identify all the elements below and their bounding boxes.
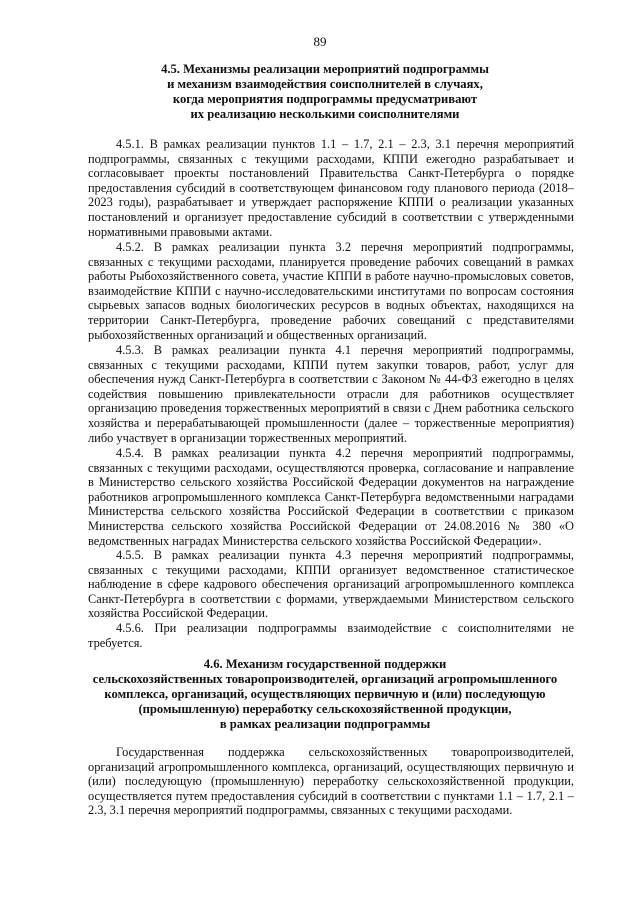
heading-line: 4.6. Механизм государственной поддержки	[203, 657, 447, 671]
heading-line: сельскохозяйственных товаропроизводителей, организаций агропромышленного	[92, 672, 558, 686]
paragraph-4-5-5: 4.5.5. В рамках реализации пункта 4.3 перечня мероприятий подпрограммы, связанных с текущими расходами, КППИ организует ведомственное статистическое наблюдение в сфере кадрового обеспечения организаций агропромышленного комплекса Санкт-Петербурга в соответствии с формами, утверждаемыми Министерством сельского хозяйства Российской Федерации.	[88, 548, 574, 621]
page-number: 89	[313, 34, 327, 49]
heading-line: в рамках реализации подпрограммы	[219, 717, 431, 731]
paragraph-4-5-1: 4.5.1. В рамках реализации пунктов 1.1 – 1.7, 2.1 – 2.3, 3.1 перечня мероприятий подпрограммы, связанных с текущими расходами, КППИ ежегодно разрабатывает и согласовывает проекты постановлений Правительства Санкт-Петербурга о порядке предоставления субсидий в соответствующем финансовом году планового периода (2018–2023 годы), разрабатывает и утверждает распоряжение КППИ о реализации указанных постановлений и организует предоставление субсидий в соответствии с утвержденными нормативными правовыми актами.	[88, 137, 574, 239]
heading-line: и механизм взаимодействия соисполнителей в случаях,	[167, 77, 483, 91]
heading-line: 4.5. Механизмы реализации мероприятий подпрограммы	[161, 62, 489, 76]
heading-line: комплекса, организаций, осуществляющих первичную и (или) последующую	[104, 687, 546, 701]
paragraph-4-5-4: 4.5.4. В рамках реализации пункта 4.2 перечня мероприятий подпрограммы, связанных с текущими расходами, осуществляются проверка, согласование и направление в Министерство сельского хозяйства Российской Федерации документов на награждение работников агропромышленного комплекса Санкт-Петербурга ведомственными наградами Министерства сельского хозяйства Российской Федерации в соответствии с приказом Министерства сельского хозяйства Российской Федерации от 24.08.2016 № 380 «О ведомственных наградах Министерства сельского хозяйства Российской Федерации».	[88, 446, 574, 548]
section-4-6-heading	[80, 657, 570, 732]
section-4-5-heading	[80, 62, 570, 122]
heading-line: когда мероприятия подпрограммы предусматривают	[172, 92, 478, 106]
heading-line: их реализацию несколькими соисполнителями	[190, 107, 460, 121]
paragraph-4-5-6: 4.5.6. При реализации подпрограммы взаимодействие с соисполнителями не требуется.	[88, 621, 574, 650]
paragraph-4-5-2: 4.5.2. В рамках реализации пункта 3.2 перечня мероприятий подпрограммы, связанных с текущими расходами, планируется проведение рабочих совещаний в рамках работы Рыбохозяйственного совета, участие КППИ в работе научно-промысловых советов, взаимодействие КППИ с научно-исследовательскими институтами по вопросам состояния сырьевых запасов водных биологических ресурсов в водных объектах, находящихся на территории Санкт-Петербурга, проведение рабочих совещаний с представителями рыбохозяйственных организаций и общественных организаций.	[88, 240, 574, 342]
paragraph-4-5-3: 4.5.3. В рамках реализации пункта 4.1 перечня мероприятий подпрограммы, связанных с текущими расходами, КППИ путем закупки товаров, работ, услуг для обеспечения нужд Санкт-Петербурга в соответствии с Законом № 44-ФЗ ежегодно в целях содействия повышению привлекательности отрасли для работников осуществляет организацию проведения торжественных мероприятий в связи с Днем работника сельского хозяйства и перерабатывающей промышленности (далее – торжественные мероприятия) либо участвует в организации торжественных мероприятий.	[88, 343, 574, 445]
paragraph-4-6: Государственная поддержка сельскохозяйственных товаропроизводителей, организаций агропромышленного комплекса, организаций, осуществляющих первичную и (или) последующую (промышленную) переработку сельскохозяйственной продукции, осуществляется путем предоставления субсидий в соответствии с пунктами 1.1 – 1.7, 2.1 – 2.3, 3.1 перечня мероприятий подпрограммы, связанных с текущими расходами.	[88, 745, 574, 818]
heading-line: (промышленную) переработку сельскохозяйственной продукции,	[138, 702, 512, 716]
